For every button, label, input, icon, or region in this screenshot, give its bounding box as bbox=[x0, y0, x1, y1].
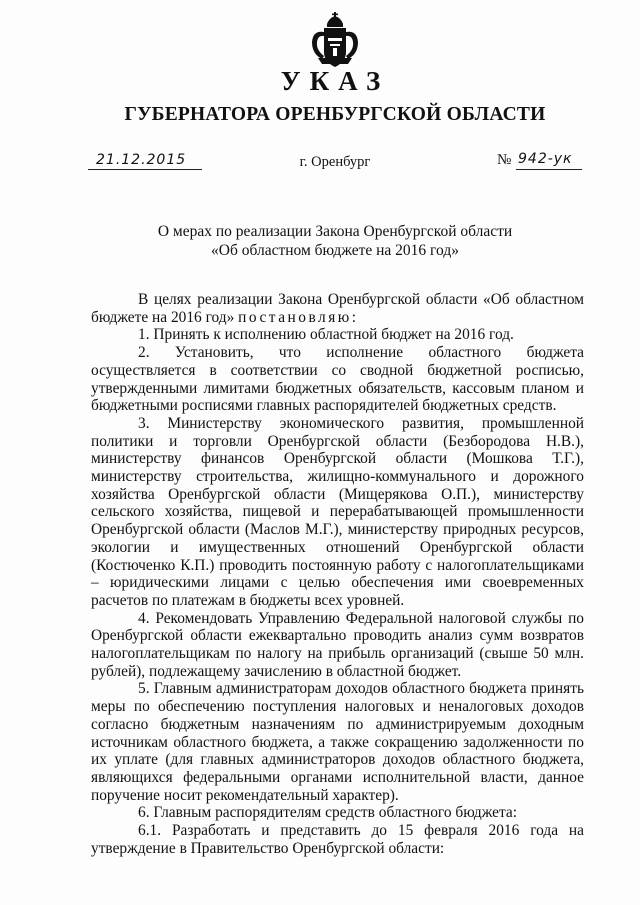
intro-text: В целях реализации Закона Оренбургской области «Об областном бюджете на 2016 год» bbox=[91, 291, 584, 326]
paragraph-1: 1. Принять к исполнению областной бюджет на 2016 год. bbox=[138, 326, 514, 344]
decree-word: постановляю: bbox=[238, 308, 359, 326]
number-label: № bbox=[497, 152, 512, 168]
paragraph-2: 2. Установить, что исполнение областного бюджета осуществляется в соответствии со сводной бюджетной росписью, утвержденными лимитами бюджетных обязательств, кассовым планом и бюджетными росписями главных распорядителей бюджетных средств. bbox=[91, 344, 584, 415]
document-number bbox=[518, 150, 584, 170]
document-body bbox=[91, 291, 584, 858]
paragraph-5: 5. Главным администраторам доходов областного бюджета принять меры по обеспечению поступления налоговых и неналоговых доходов согласно бюджетным назначениям по администрируемым доходным источникам областного бюджета, а также сокращению задолженности по их уплате (для главных администраторов доходов областного бюджета, являющихся федеральными органами исполнительной власти, данное поручение носит рекомендательный характер). bbox=[91, 680, 584, 804]
paragraph-6: 6. Главным распорядителям средств областного бюджета: bbox=[138, 804, 518, 822]
coat-of-arms-emblem bbox=[300, 12, 370, 70]
document-title bbox=[0, 223, 640, 260]
paragraph-6-1: 6.1. Разработать и представить до 15 февраля 2016 года на утверждение в Правительство Оренбургской области: bbox=[91, 822, 584, 857]
number-underline bbox=[516, 169, 582, 170]
number-handwritten: 942-ук bbox=[518, 151, 573, 167]
title-line-1: О мерах по реализации Закона Оренбургской области bbox=[157, 223, 513, 240]
document-type: УКАЗ bbox=[280, 66, 390, 96]
city: г. Оренбург bbox=[299, 154, 371, 170]
intro-paragraph bbox=[91, 291, 584, 326]
title-line-2: «Об областном бюджете на 2016 год» bbox=[211, 241, 459, 259]
paragraph-4: 4. Рекомендовать Управлению Федеральной налоговой службы по Оренбургской области ежеквартально проводить анализ сумм возвратов налогоплательщикам по налогу на прибыль организаций (свыше 50 млн. рублей), подлежащему зачислению в областной бюджет. bbox=[91, 609, 584, 680]
paragraph-3: 3. Министерству экономического развития, промышленной политики и торговли Оренбургской области (Безбородова Н.В.), министерству финансов Оренбургской области (Мошкова Т.Г.), министерству строительства, жилищно-коммунального и дорожного хозяйства Оренбургской области (Мищерякова О.П.), министерству сельского хозяйства, пищевой и перерабатывающей промышленности Оренбургской области (Маслов М.Г.), министерству природных ресурсов, экологии и имущественных отношений Оренбургской области (Костюченко К.П.) проводить постоянную работу с налогоплательщиками – юридическими лицами с целью обеспечения ими своевременных расчетов по платежам в бюджеты всех уровней. bbox=[91, 414, 584, 609]
date-handwritten: 21.12.2015 bbox=[96, 152, 187, 168]
issuer-title: ГУБЕРНАТОРА ОРЕНБУРГСКОЙ ОБЛАСТИ bbox=[124, 104, 546, 125]
